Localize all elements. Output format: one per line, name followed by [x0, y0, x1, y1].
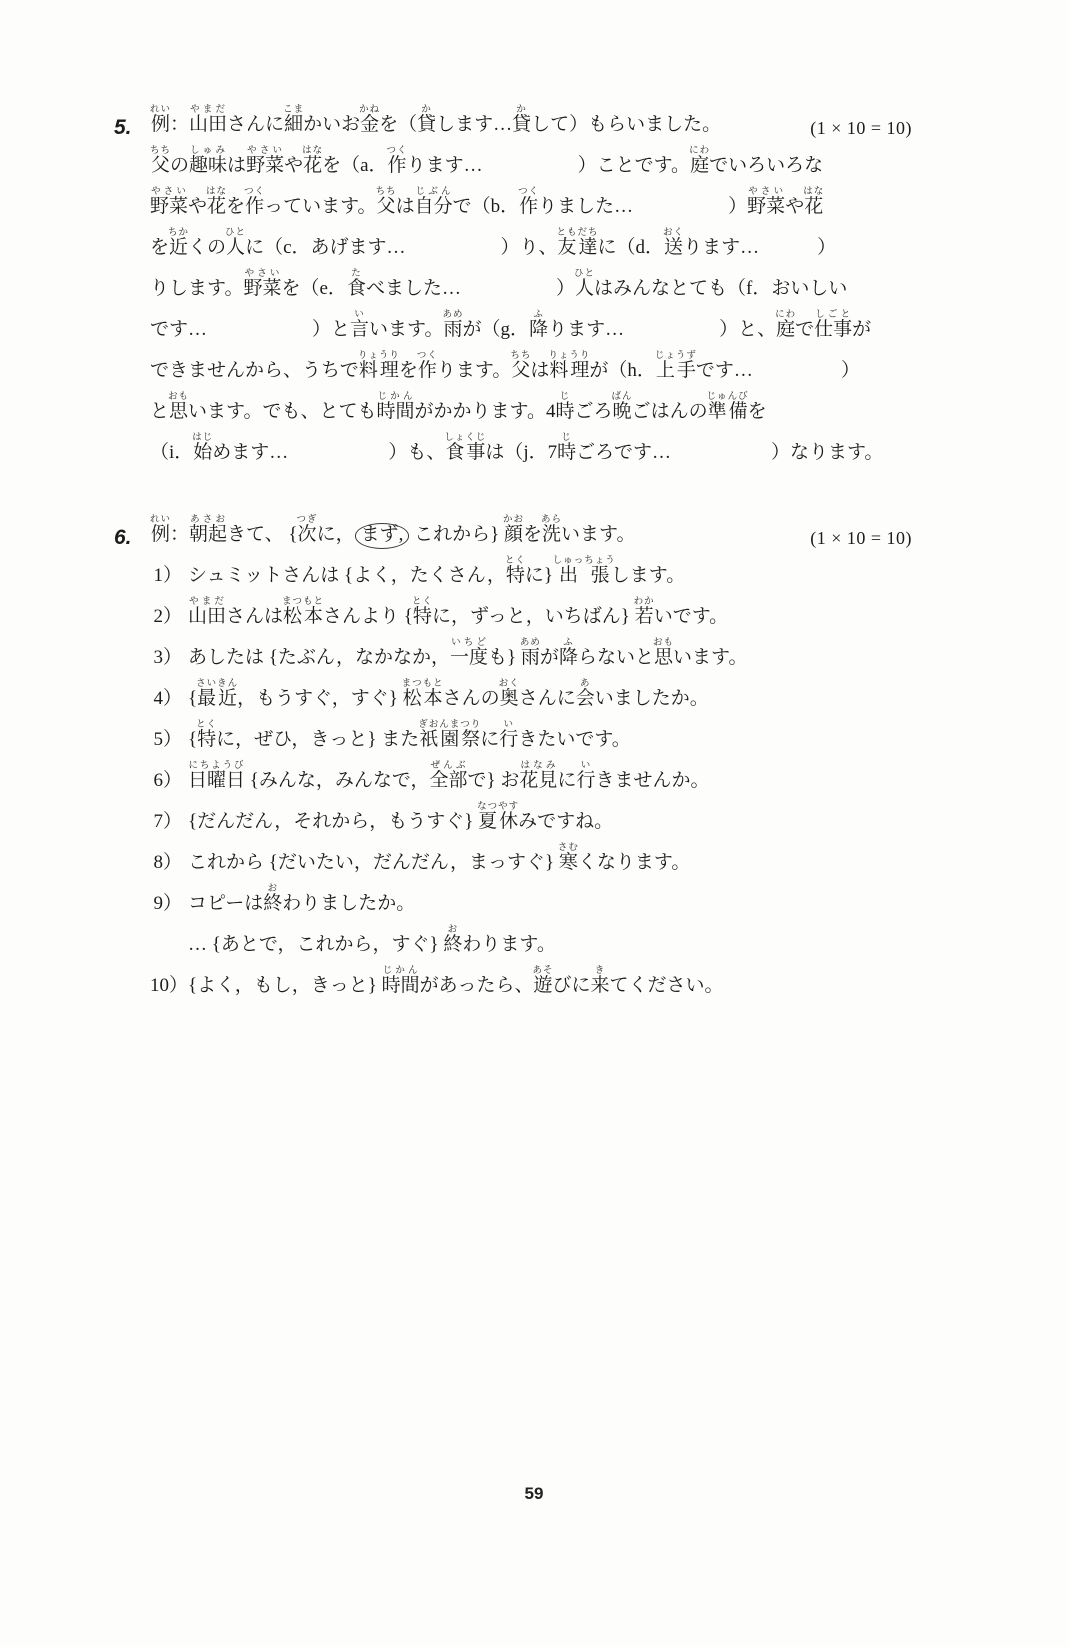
exercise-6-item-10: [150, 965, 912, 1006]
exercise-6-item-5: [150, 719, 912, 760]
item-9-text: コピーは終おわりましたか。: [188, 884, 416, 914]
exercise-5-number: 5.: [114, 116, 132, 139]
item-9-marker: 9）: [153, 893, 182, 914]
item-3-marker: 3）: [153, 647, 182, 668]
exercise-6-number: 6.: [114, 526, 132, 549]
exercise-5-line-7: と思おもいます。でも、とても時間じかんがかかります。4時じごろ晩ばんごはんの準備じゅんびを: [150, 392, 767, 422]
exercise-5-content: [150, 104, 912, 473]
exercise-6-item-9: [150, 883, 912, 924]
item-5-text: {特とくに，ぜひ，きっと} また祇園祭ぎおんまつりに行いきたいです。: [188, 720, 631, 750]
exercise-6-item-1: [150, 555, 912, 596]
exercise-5-line-3: を近ちかくの人ひとに（c．あげます… ）り、友達ともだちに（d．送おくります… ）: [150, 228, 837, 258]
exercise-6-points: (1 × 10 = 10): [810, 528, 912, 548]
exercise-6-item-7: [150, 801, 912, 842]
exercise-6-item-6: [150, 760, 912, 801]
item-2-text: 山田やまださんは松本まつもとさんより {特とくに，ずっと，いちばん} 若わかいです。: [188, 597, 729, 627]
exercise-6-item-8: [150, 842, 912, 883]
item-7-text: {だんだん，それから，もうすぐ} 夏休なつやすみですね。: [188, 802, 614, 832]
item-4-text: {最近さいきん，もうすぐ，すぐ} 松本まつもとさんの奥おくさんに会あいましたか。: [188, 679, 709, 709]
exercise-6-item-9-answer: [150, 924, 912, 965]
exercise-5-line-6: できませんから、うちで料理りょうりを作つくります。父ちちは料理りょうりが（h．上手じょうずです… ）: [150, 351, 860, 381]
exercise-5-points: (1 × 10 = 10): [810, 118, 912, 138]
item-1-marker: 1）: [153, 565, 182, 586]
item-3-text: あしたは {たぶん，なかなか，一度いちども} 雨あめが降ふらないと思おもいます。: [188, 638, 748, 668]
item-4-marker: 4）: [153, 688, 182, 709]
item-6-text: 日曜日にちようび {みんな，みんなで，全部ぜんぶで} お花見はなみに行いきませんか。: [188, 761, 710, 791]
exercise-6-item-4: [150, 678, 912, 719]
exercise-5-line-2: 野菜やさいや花はなを作つくっています。父ちちは自分じぶんで（b．作つくりました… ）野菜やさいや花はな: [150, 187, 825, 217]
exercise-5-line-4: りします。野菜やさいを（e．食たべました… ）人ひとはみんなとても（f．おいしい: [150, 269, 848, 299]
exercise-6-item-2: [150, 596, 912, 637]
item-5-marker: 5）: [153, 729, 182, 750]
exercise-6-example-line: 例れい：朝起あさおきて、 {次つぎに， まず, これから} 顔かおを洗あらいます。: [150, 514, 912, 555]
exercise-5-line-5: です… ）と言いいます。雨あめが（g．降ふります… ）と、庭にわで仕事しごとが: [150, 310, 872, 340]
exercise-5-line-8: （i．始はじめます… ）も、食事しょくじは（j．7時じごろです… ）なります。: [150, 433, 884, 463]
exercise-6: [114, 514, 912, 1006]
item-6-marker: 6）: [153, 770, 182, 791]
page-number: 59: [524, 1484, 544, 1503]
item-8-marker: 8）: [153, 852, 182, 873]
item-8-text: これから {だいたい，だんだん，まっすぐ} 寒さむくなります。: [188, 843, 691, 873]
item-10-text: {よく，もし，きっと} 時間じかんがあったら、遊あそびに来きてください。: [188, 966, 724, 996]
exercise-6-content: [150, 514, 912, 1006]
exercise-5: [114, 104, 912, 473]
item-2-marker: 2）: [153, 606, 182, 627]
item-7-marker: 7）: [153, 811, 182, 832]
exercise-5-example-line: 例れい：山田やまださんに細こまかいお金かねを（貸かします…貸かして）もらいました。: [150, 105, 722, 135]
item-1-text: シュミットさんは {よく，たくさん，特とくに} 出張しゅっちょうします。: [188, 556, 686, 586]
item-10-marker: 10）: [150, 975, 189, 996]
exercise-5-line-1: 父ちちの趣味しゅみは野菜やさいや花はなを（a．作つくります… ）ことです。庭にわでいろいろな: [150, 146, 824, 176]
item-9-answer-text: … {あとで，これから，すぐ} 終おわります。: [188, 925, 556, 955]
exercise-6-item-3: [150, 637, 912, 678]
